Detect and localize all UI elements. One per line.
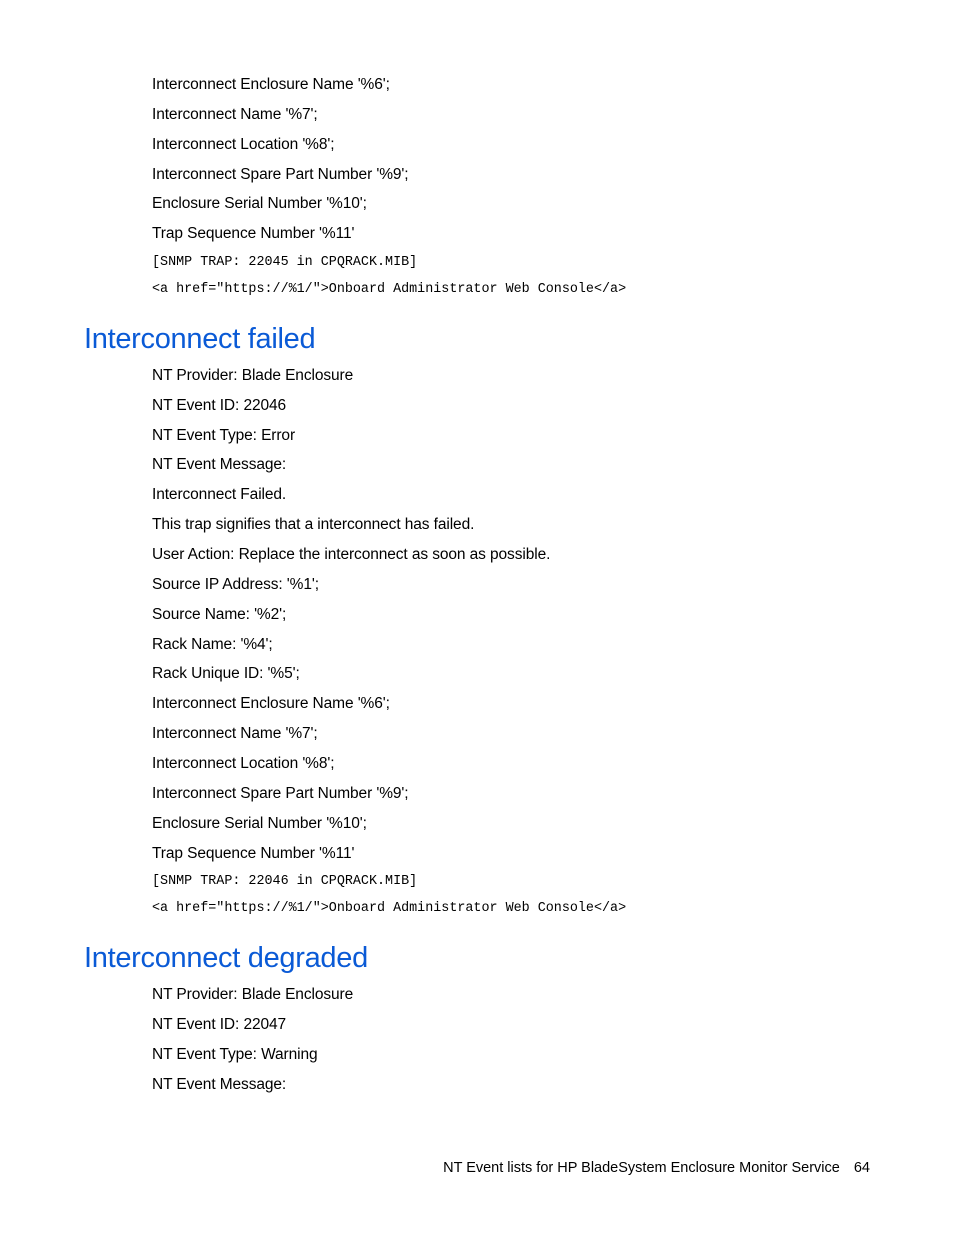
body-line: Interconnect Spare Part Number '%9'; <box>152 166 409 183</box>
code-line: <a href="https://%1/">Onboard Administrator Web Console</a> <box>152 901 627 916</box>
body-line: NT Provider: Blade Enclosure <box>152 367 354 384</box>
section-heading: Interconnect failed <box>84 323 316 355</box>
body-line: Interconnect Enclosure Name '%6'; <box>152 76 390 93</box>
body-line: NT Event Type: Error <box>152 427 296 444</box>
body-line: Enclosure Serial Number '%10'; <box>152 195 367 212</box>
code-line: [SNMP TRAP: 22045 in CPQRACK.MIB] <box>152 255 418 270</box>
body-line: Interconnect Enclosure Name '%6'; <box>152 695 390 712</box>
body-line: Interconnect Location '%8'; <box>152 755 335 772</box>
body-line: Interconnect Failed. <box>152 486 287 503</box>
body-line: This trap signifies that a interconnect has failed. <box>152 516 475 533</box>
code-line: <a href="https://%1/">Onboard Administrator Web Console</a> <box>152 282 627 297</box>
body-line: Trap Sequence Number '%11' <box>152 225 355 242</box>
section-heading: Interconnect degraded <box>84 942 368 974</box>
body-line: Trap Sequence Number '%11' <box>152 845 355 862</box>
body-line: Interconnect Name '%7'; <box>152 725 318 742</box>
body-line: Source IP Address: '%1'; <box>152 576 319 593</box>
body-line: NT Event Type: Warning <box>152 1046 318 1063</box>
body-line: NT Event ID: 22047 <box>152 1016 287 1033</box>
page-number: 64 <box>853 1160 870 1176</box>
body-line: Rack Unique ID: '%5'; <box>152 665 300 682</box>
page-footer <box>443 1158 870 1178</box>
body-line: NT Event ID: 22046 <box>152 397 287 414</box>
body-line: NT Provider: Blade Enclosure <box>152 986 354 1003</box>
code-line: [SNMP TRAP: 22046 in CPQRACK.MIB] <box>152 874 418 889</box>
body-line: Source Name: '%2'; <box>152 606 287 623</box>
body-line: User Action: Replace the interconnect as soon as possible. <box>152 546 551 563</box>
body-line: Enclosure Serial Number '%10'; <box>152 815 367 832</box>
body-line: NT Event Message: <box>152 1076 287 1093</box>
body-line: Rack Name: '%4'; <box>152 636 273 653</box>
body-line: Interconnect Name '%7'; <box>152 106 318 123</box>
body-line: NT Event Message: <box>152 456 287 473</box>
footer-title: NT Event lists for HP BladeSystem Enclosure Monitor Service <box>443 1160 840 1176</box>
body-line: Interconnect Location '%8'; <box>152 136 335 153</box>
body-line: Interconnect Spare Part Number '%9'; <box>152 785 409 802</box>
